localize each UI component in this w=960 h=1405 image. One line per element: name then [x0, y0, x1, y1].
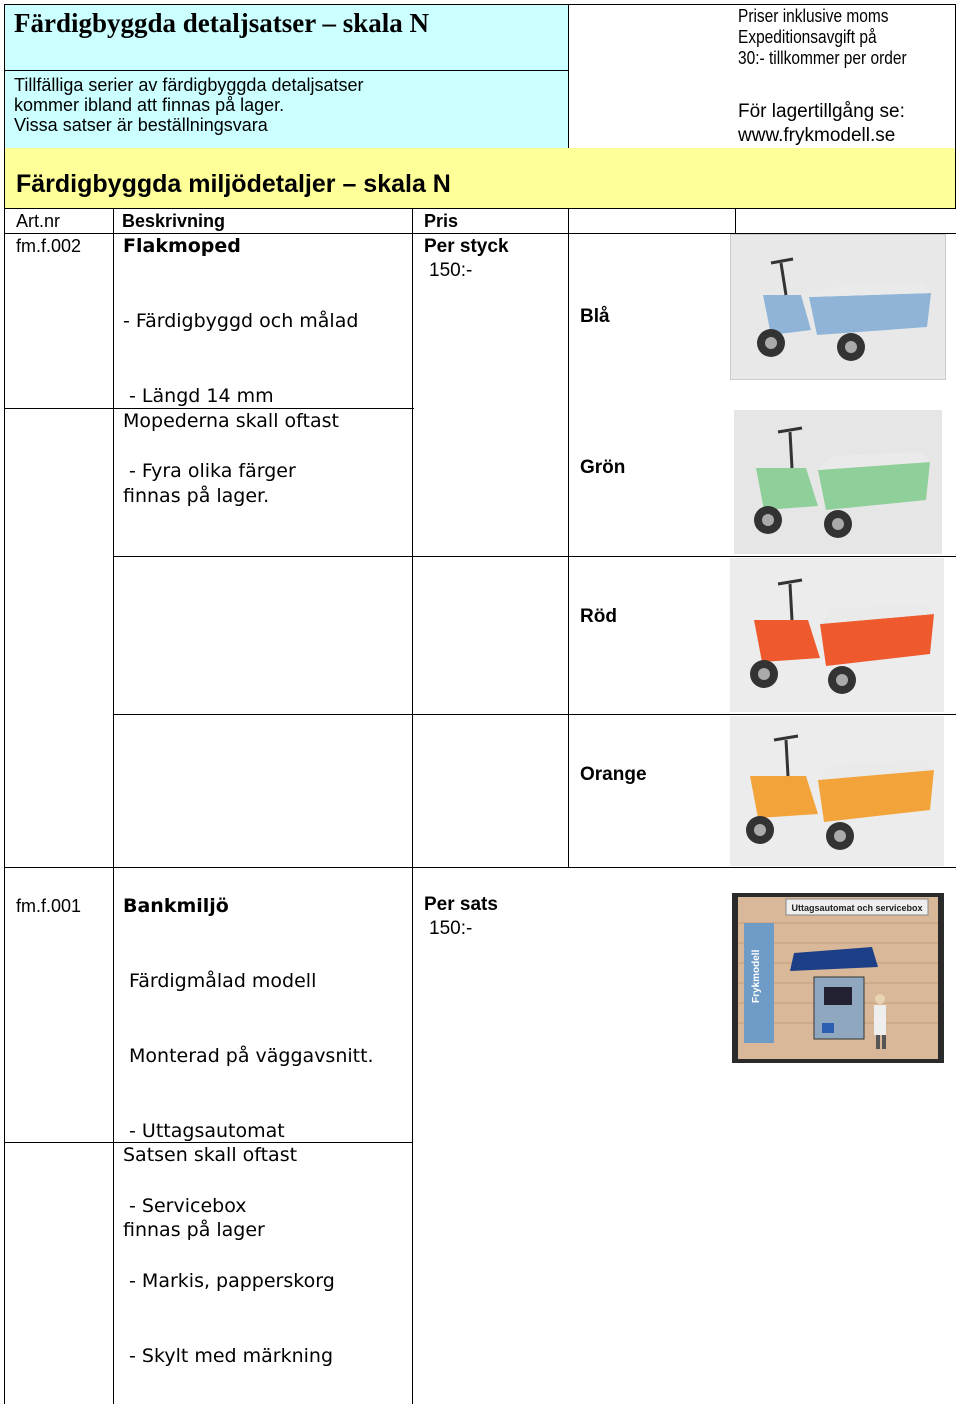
price-unit: Per styck — [424, 236, 509, 257]
price-info — [738, 6, 907, 69]
variant-label-red: Röd — [580, 606, 617, 627]
moped-body — [750, 776, 818, 818]
product-artnr: fm.f.001 — [16, 896, 82, 916]
variant-label-orange: Orange — [580, 764, 647, 785]
section-title: Färdigbyggda miljödetaljer – skala N — [16, 170, 451, 198]
product-name: Bankmiljö — [123, 895, 229, 917]
grid-line — [568, 408, 569, 868]
detail-line: - Uttagsautomat — [123, 1120, 285, 1142]
price-info-line: Priser inklusive moms — [738, 6, 889, 26]
grid-line — [113, 867, 114, 1142]
column-header-artnr: Art.nr — [16, 211, 61, 231]
svg-text:Frykmodell: Frykmodell — [751, 949, 762, 1003]
grid-line — [412, 408, 413, 868]
grid-line — [412, 1142, 413, 1404]
product-note — [123, 1093, 297, 1268]
grid-line — [412, 208, 413, 408]
variant-label-blue: Blå — [580, 306, 610, 327]
header-top-border — [5, 4, 956, 5]
price-info-line: Expeditionsavgift på — [738, 27, 877, 47]
product-note — [123, 359, 339, 534]
product-name: Flakmoped — [123, 235, 241, 257]
header-inner-divider — [5, 70, 569, 71]
grid-line — [412, 867, 413, 1142]
price-unit: Per sats — [424, 894, 498, 915]
price-value: 150:- — [429, 260, 473, 281]
stock-label: För lagertillgång se: — [738, 101, 905, 122]
detail-line: Färdigmålad modell — [123, 970, 317, 992]
note-line: finnas på lager. — [123, 485, 270, 507]
header-subtitle — [14, 75, 554, 135]
note-line: finnas på lager — [123, 1219, 265, 1241]
subtitle-line: kommer ibland att finnas på lager. — [14, 95, 285, 115]
bank-illustration — [732, 893, 944, 1063]
grid-line — [568, 208, 569, 408]
svg-text:Uttagsautomat och servicebox: Uttagsautomat och servicebox — [791, 903, 923, 913]
stock-info — [738, 100, 905, 148]
page-title: Färdigbyggda detaljsatser – skala N — [14, 8, 430, 38]
grid-line — [5, 867, 956, 868]
moped-photo-red — [730, 558, 944, 712]
outer-left-border — [4, 867, 5, 1142]
outer-left-border — [4, 408, 5, 868]
detail-line: - Servicebox — [123, 1195, 247, 1217]
grid-line — [113, 208, 114, 408]
detail-line: - Färdigbyggd och målad — [123, 310, 359, 332]
moped-illustration — [734, 410, 942, 554]
detail-line: - Markis, papperskorg — [123, 1270, 335, 1292]
subtitle-line: Tillfälliga serier av färdigbyggda detaljsatser — [14, 75, 364, 95]
price-value: 150:- — [429, 918, 473, 939]
moped-illustration — [730, 716, 944, 866]
bank-photo — [732, 893, 944, 1063]
column-header-description: Beskrivning — [122, 211, 226, 231]
grid-line — [113, 1142, 114, 1404]
grid-line — [113, 714, 956, 715]
subtitle-line: Vissa satser är beställningsvara — [14, 115, 268, 135]
header-right-border — [955, 4, 956, 209]
column-header-price: Pris — [424, 211, 459, 231]
section-bottom-border — [5, 208, 956, 209]
grid-line — [735, 208, 736, 233]
note-line: Satsen skall oftast — [123, 1144, 298, 1166]
moped-photo-blue — [730, 234, 946, 380]
grid-line — [113, 556, 956, 557]
variant-label-green: Grön — [580, 457, 626, 478]
product-artnr: fm.f.002 — [16, 236, 82, 256]
moped-illustration — [731, 235, 945, 379]
detail-line: - Skylt med märkning — [123, 1345, 334, 1367]
detail-line: - Fyra olika färger — [123, 460, 296, 482]
outer-left-border — [4, 1142, 5, 1404]
moped-photo-orange — [730, 716, 944, 866]
website-link[interactable]: www.frykmodell.se — [738, 125, 896, 146]
grid-line — [113, 408, 114, 868]
detail-line: Monterad på väggavsnitt. — [123, 1045, 374, 1067]
detail-line: - Längd 14 mm — [123, 385, 274, 407]
moped-photo-green — [734, 410, 942, 554]
note-line: Mopederna skall oftast — [123, 410, 339, 432]
price-info-line: 30:- tillkommer per order — [738, 48, 907, 68]
header-column-divider — [568, 4, 569, 149]
moped-illustration — [730, 558, 944, 712]
